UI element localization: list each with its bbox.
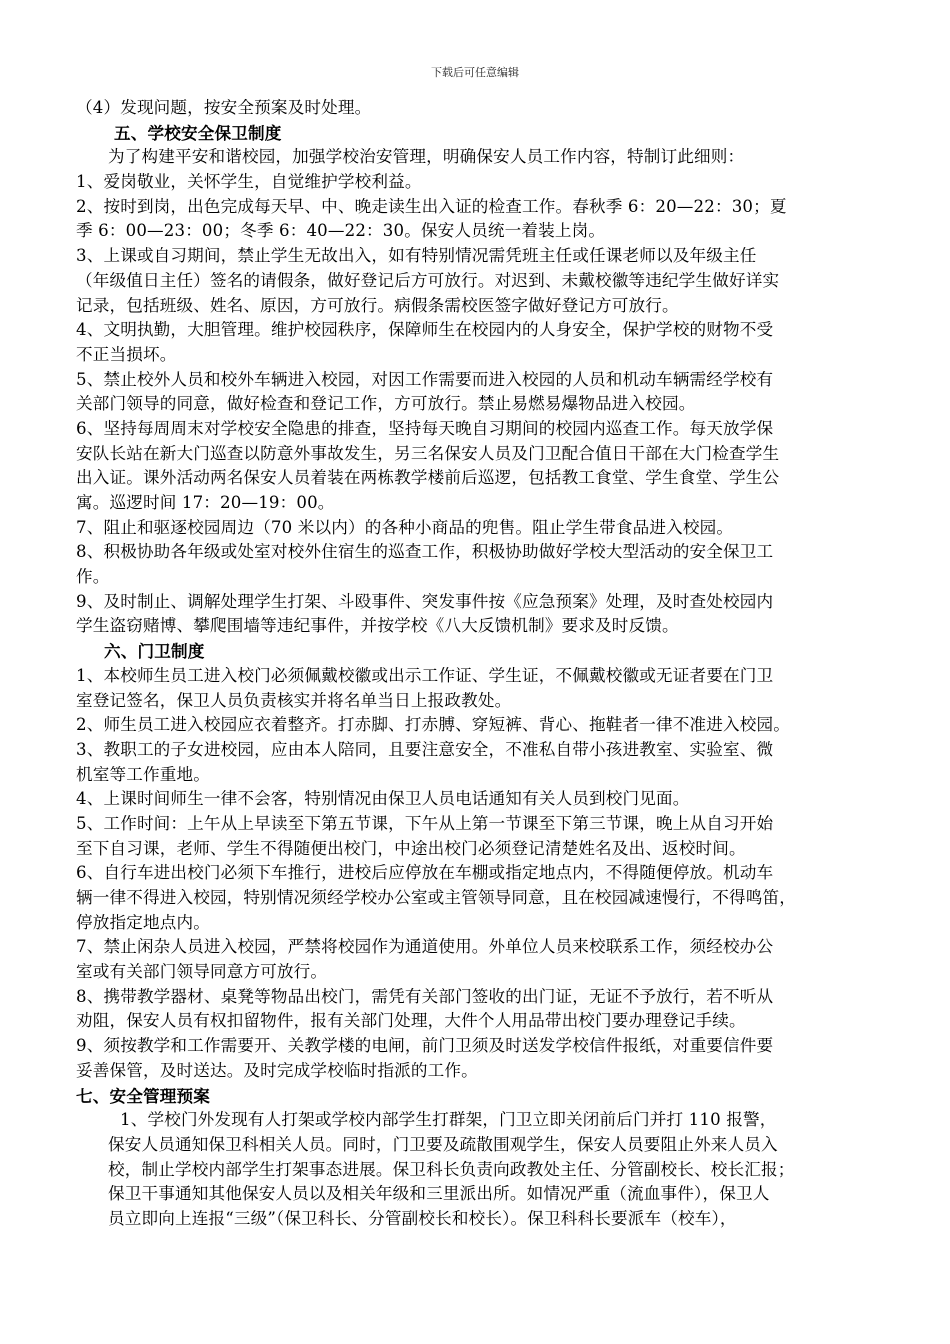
paragraph-line: 9、及时制止、调解处理学生打架、斗殴事件、突发事件按《应急预案》处理，及时查处校园内 [76,591,774,611]
paragraph-line: 保卫干事通知其他保安人员以及相关年级和三里派出所。如情况严重（流血事件），保卫人 [108,1184,770,1204]
paragraph-line: 出入证。课外活动两名保安人员着装在两栋教学楼前后巡逻，包括教工食堂、学生食堂、学生公 [76,468,780,488]
paragraph-line: 1、爱岗敬业，关怀学生，自觉维护学校利益。 [76,172,422,192]
paragraph-line: 6、自行车进出校门必须下车推行，进校后应停放在车棚或指定地点内，不得随便停放。机动车 [76,863,774,883]
paragraph-line: 3、教职工的子女进校园，应由本人陪同，且要注意安全，不准私自带小孩进教室、实验室、微 [76,739,774,759]
section6-title: 六、门卫制度 [104,641,205,662]
paragraph-line: 4、文明执勤，大胆管理。维护校园秩序，保障师生在校园内的人身安全，保护学校的财物不受 [76,320,774,340]
paragraph-line: 至下自习课，老师、学生不得随便出校门，中途出校门必须登记清楚姓名及出、返校时间。 [76,838,746,858]
paragraph-line: 记录，包括班级、姓名、原因，方可放行。病假条需校医签字做好登记方可放行。 [76,295,679,315]
paragraph-line: 7、禁止闲杂人员进入校园，严禁将校园作为通道使用。外单位人员来校联系工作，须经校办公 [76,937,774,957]
paragraph-line: 辆一律不得进入校园，特别情况须经学校办公室或主管领导同意，且在校园减速慢行，不得鸣笛， [76,888,796,907]
paragraph-line: 学生盗窃赌博、攀爬围墙等违纪事件，并按学校《八大反馈机制》要求及时反馈。 [76,616,679,636]
paragraph-line: 季 6：00—23：00；冬季 6：40—22：30。保安人员统一着装上岗。 [76,221,606,241]
paragraph-line: （年级值日主任）签名的请假条，做好登记后方可放行。对迟到、未戴校徽等违纪学生做好详实 [76,270,780,290]
section7-title: 七、安全管理预案 [76,1085,210,1106]
paragraph-line: 4、上课时间师生一律不会客，特别情况由保卫人员电话通知有关人员到校门见面。 [76,789,690,809]
paragraph-line: 室登记签名，保卫人员负责核实并将名单当日上报政教处。 [76,690,512,710]
paragraph-line: 作。 [76,567,110,587]
paragraph-line: 6、坚持每周周末对学校安全隐患的排查，坚持每天晚自习期间的校园内巡查工作。每天放学保 [76,418,774,438]
paragraph-line: 8、携带教学器材、桌凳等物品出校门，需凭有关部门签收的出门证，无证不予放行，若不听从 [76,986,774,1006]
paragraph-line: 校，制止学校内部学生打架事态进展。保卫科长负责向政教处主任、分管副校长、校长汇报； [108,1159,795,1179]
paragraph-line: 员立即向上连报“三级”（保卫科长、分管副校长和校长）。保卫科科长要派车（校车）， [108,1208,737,1228]
paragraph-line: 保安人员通知保卫科相关人员。同时，门卫要及疏散围观学生，保安人员要阻止外来人员入 [108,1134,778,1154]
section7-list [76,1133,894,1232]
paragraph-line: 不正当损坏。 [76,344,177,364]
page-header: 下载后可任意编辑 [431,66,519,79]
paragraph-line: 安队长站在新大门巡查以防意外事故发生，另三名保安人员及门卫配合值日干部在大门检查学生 [76,443,780,463]
section5-intro: 为了构建平安和谐校园，加强学校治安管理，明确保安人员工作内容，特制订此细则： [108,147,745,167]
section7-first-line: 1、学校门外发现有人打架或学校内部学生打群架，门卫立即关闭前后门并打 110 报警， [120,1110,777,1130]
section5-list [76,170,894,639]
paragraph-line: 5、工作时间：上午从上早读至下第五节课，下午从上第一节课至下第三节课，晚上从自习开始 [76,813,774,833]
paragraph-line: 寓。巡逻时间 17：20—19：00。 [76,493,335,512]
paragraph-line: 关部门领导的同意，做好检查和登记工作，方可放行。禁止易燃易爆物品进入校园。 [76,394,696,414]
paragraph-line: 7、阻止和驱逐校园周边（70 米以内）的各种小商品的兜售。阻止学生带食品进入校园。 [76,517,734,537]
paragraph-line: 9、须按教学和工作需要开、关教学楼的电闸，前门卫须及时送发学校信件报纸，对重要信件要 [76,1036,774,1056]
section5-title: 五、学校安全保卫制度 [114,122,282,143]
paragraph-line: 劝阻，保安人员有权扣留物件，报有关部门处理，大件个人用品带出校门要办理登记手续。 [76,1011,746,1031]
section6-list [76,664,894,1084]
paragraph-line: 3、上课或自习期间，禁止学生无故出入，如有特别情况需凭班主任或任课老师以及年级主任 [76,246,757,266]
paragraph-line: 1、本校师生员工进入校门必须佩戴校徽或出示工作证、学生证，不佩戴校徽或无证者要在门卫 [76,665,774,685]
paragraph-line: 2、师生员工进入校园应衣着整齐。打赤脚、打赤膊、穿短裤、背心、拖鞋者一律不准进入校园。 [76,715,790,735]
paragraph-line: 室或有关部门领导同意方可放行。 [76,962,328,982]
paragraph-line: 妥善保管，及时送达。及时完成学校临时指派的工作。 [76,1060,478,1080]
paragraph-line: 5、禁止校外人员和校外车辆进入校园，对因工作需要而进入校园的人员和机动车辆需经学校有 [76,369,774,389]
paragraph-line: 2、按时到岗，出色完成每天早、中、晚走读生出入证的检查工作。春秋季 6：20—22：30；夏 [76,196,787,216]
paragraph-line: 机室等工作重地。 [76,764,210,784]
paragraph-line: 停放指定地点内。 [76,912,210,932]
top-item: （4）发现问题，按安全预案及时处理。 [76,98,372,117]
paragraph-line: 8、积极协助各年级或处室对校外住宿生的巡查工作，积极协助做好学校大型活动的安全保卫工 [76,542,774,562]
document-body [76,96,894,1232]
